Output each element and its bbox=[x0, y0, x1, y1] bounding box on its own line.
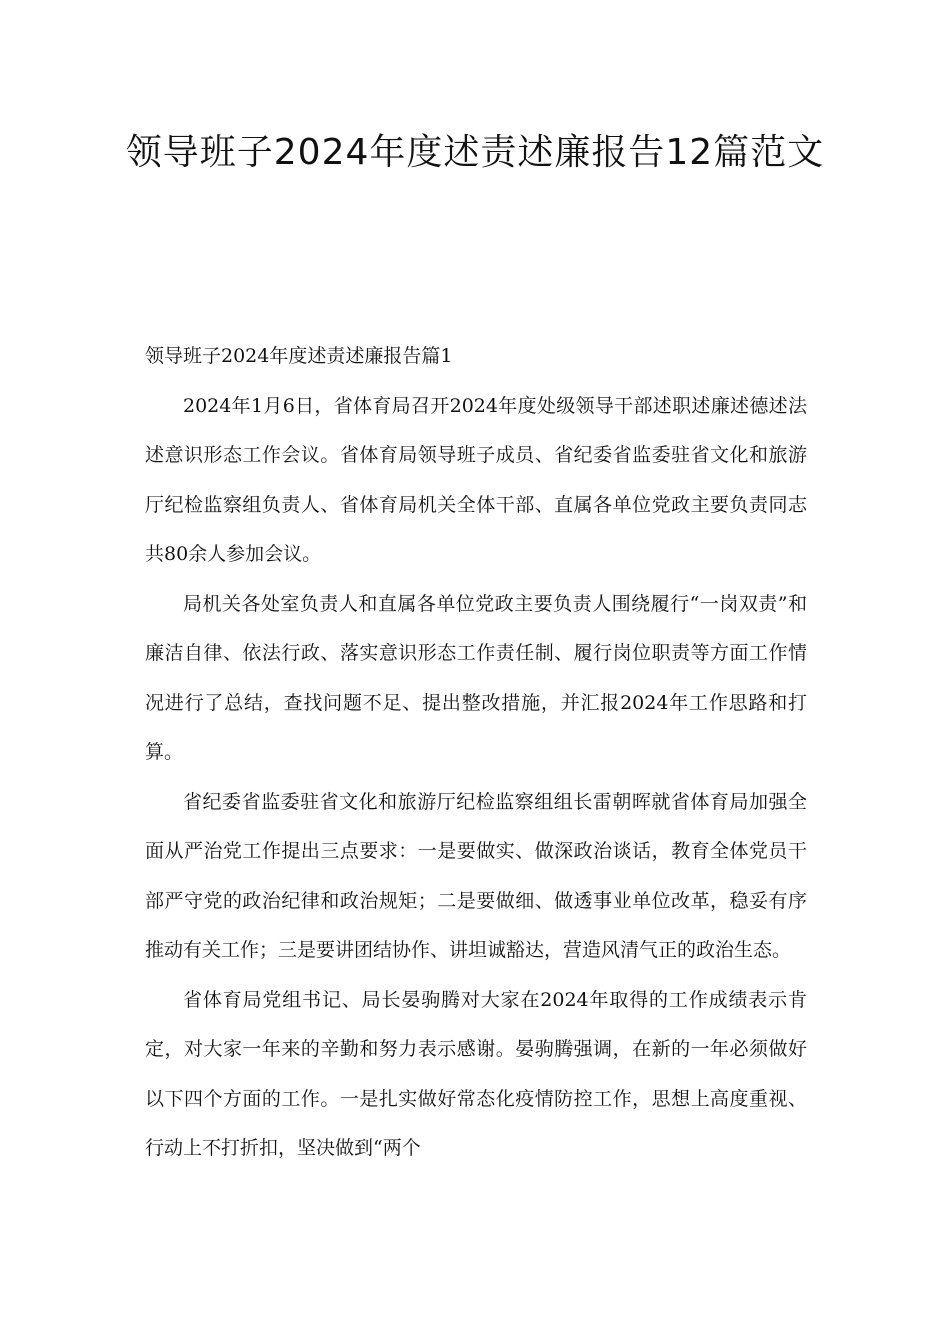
document-body bbox=[145, 332, 807, 1174]
paragraph-2: 局机关各处室负责人和直属各单位党政主要负责人围绕履行“一岗双责”和廉洁自律、依法行政、落实意识形态工作责任制、履行岗位职责等方面工作情况进行了总结，查找问题不足、提出整改措施，并汇报2024年工作思路和打算。 bbox=[145, 592, 807, 763]
paragraph-4: 省体育局党组书记、局长晏驹腾对大家在2024年取得的工作成绩表示肯定，对大家一年来的辛勤和努力表示感谢。晏驹腾强调，在新的一年必须做好以下四个方面的工作。一是扎实做好常态化疫情防控工作，思想上高度重视、行动上不打折扣，坚决做到“两个 bbox=[145, 988, 807, 1159]
paragraph-3: 省纪委省监委驻省文化和旅游厅纪检监察组组长雷朝晖就省体育局加强全面从严治党工作提出三点要求：一是要做实、做深政治谈话，教育全体党员干部严守党的政治纪律和政治规矩；二是要做细、做透事业单位改革，稳妥有序推动有关工作；三是要讲团结协作、讲坦诚豁达，营造风清气正的政治生态。 bbox=[145, 790, 807, 961]
document-title: 领导班子2024年度述责述廉报告12篇范文 bbox=[125, 132, 825, 173]
section-heading: 领导班子2024年度述责述廉报告篇1 bbox=[145, 345, 453, 367]
paragraph-1: 2024年1月6日，省体育局召开2024年度处级领导干部述职述廉述德述法述意识形态工作会议。省体育局领导班子成员、省纪委省监委驻省文化和旅游厅纪检监察组负责人、省体育局机关全体干部、直属各单位党政主要负责同志共80余人参加会议。 bbox=[145, 394, 807, 565]
